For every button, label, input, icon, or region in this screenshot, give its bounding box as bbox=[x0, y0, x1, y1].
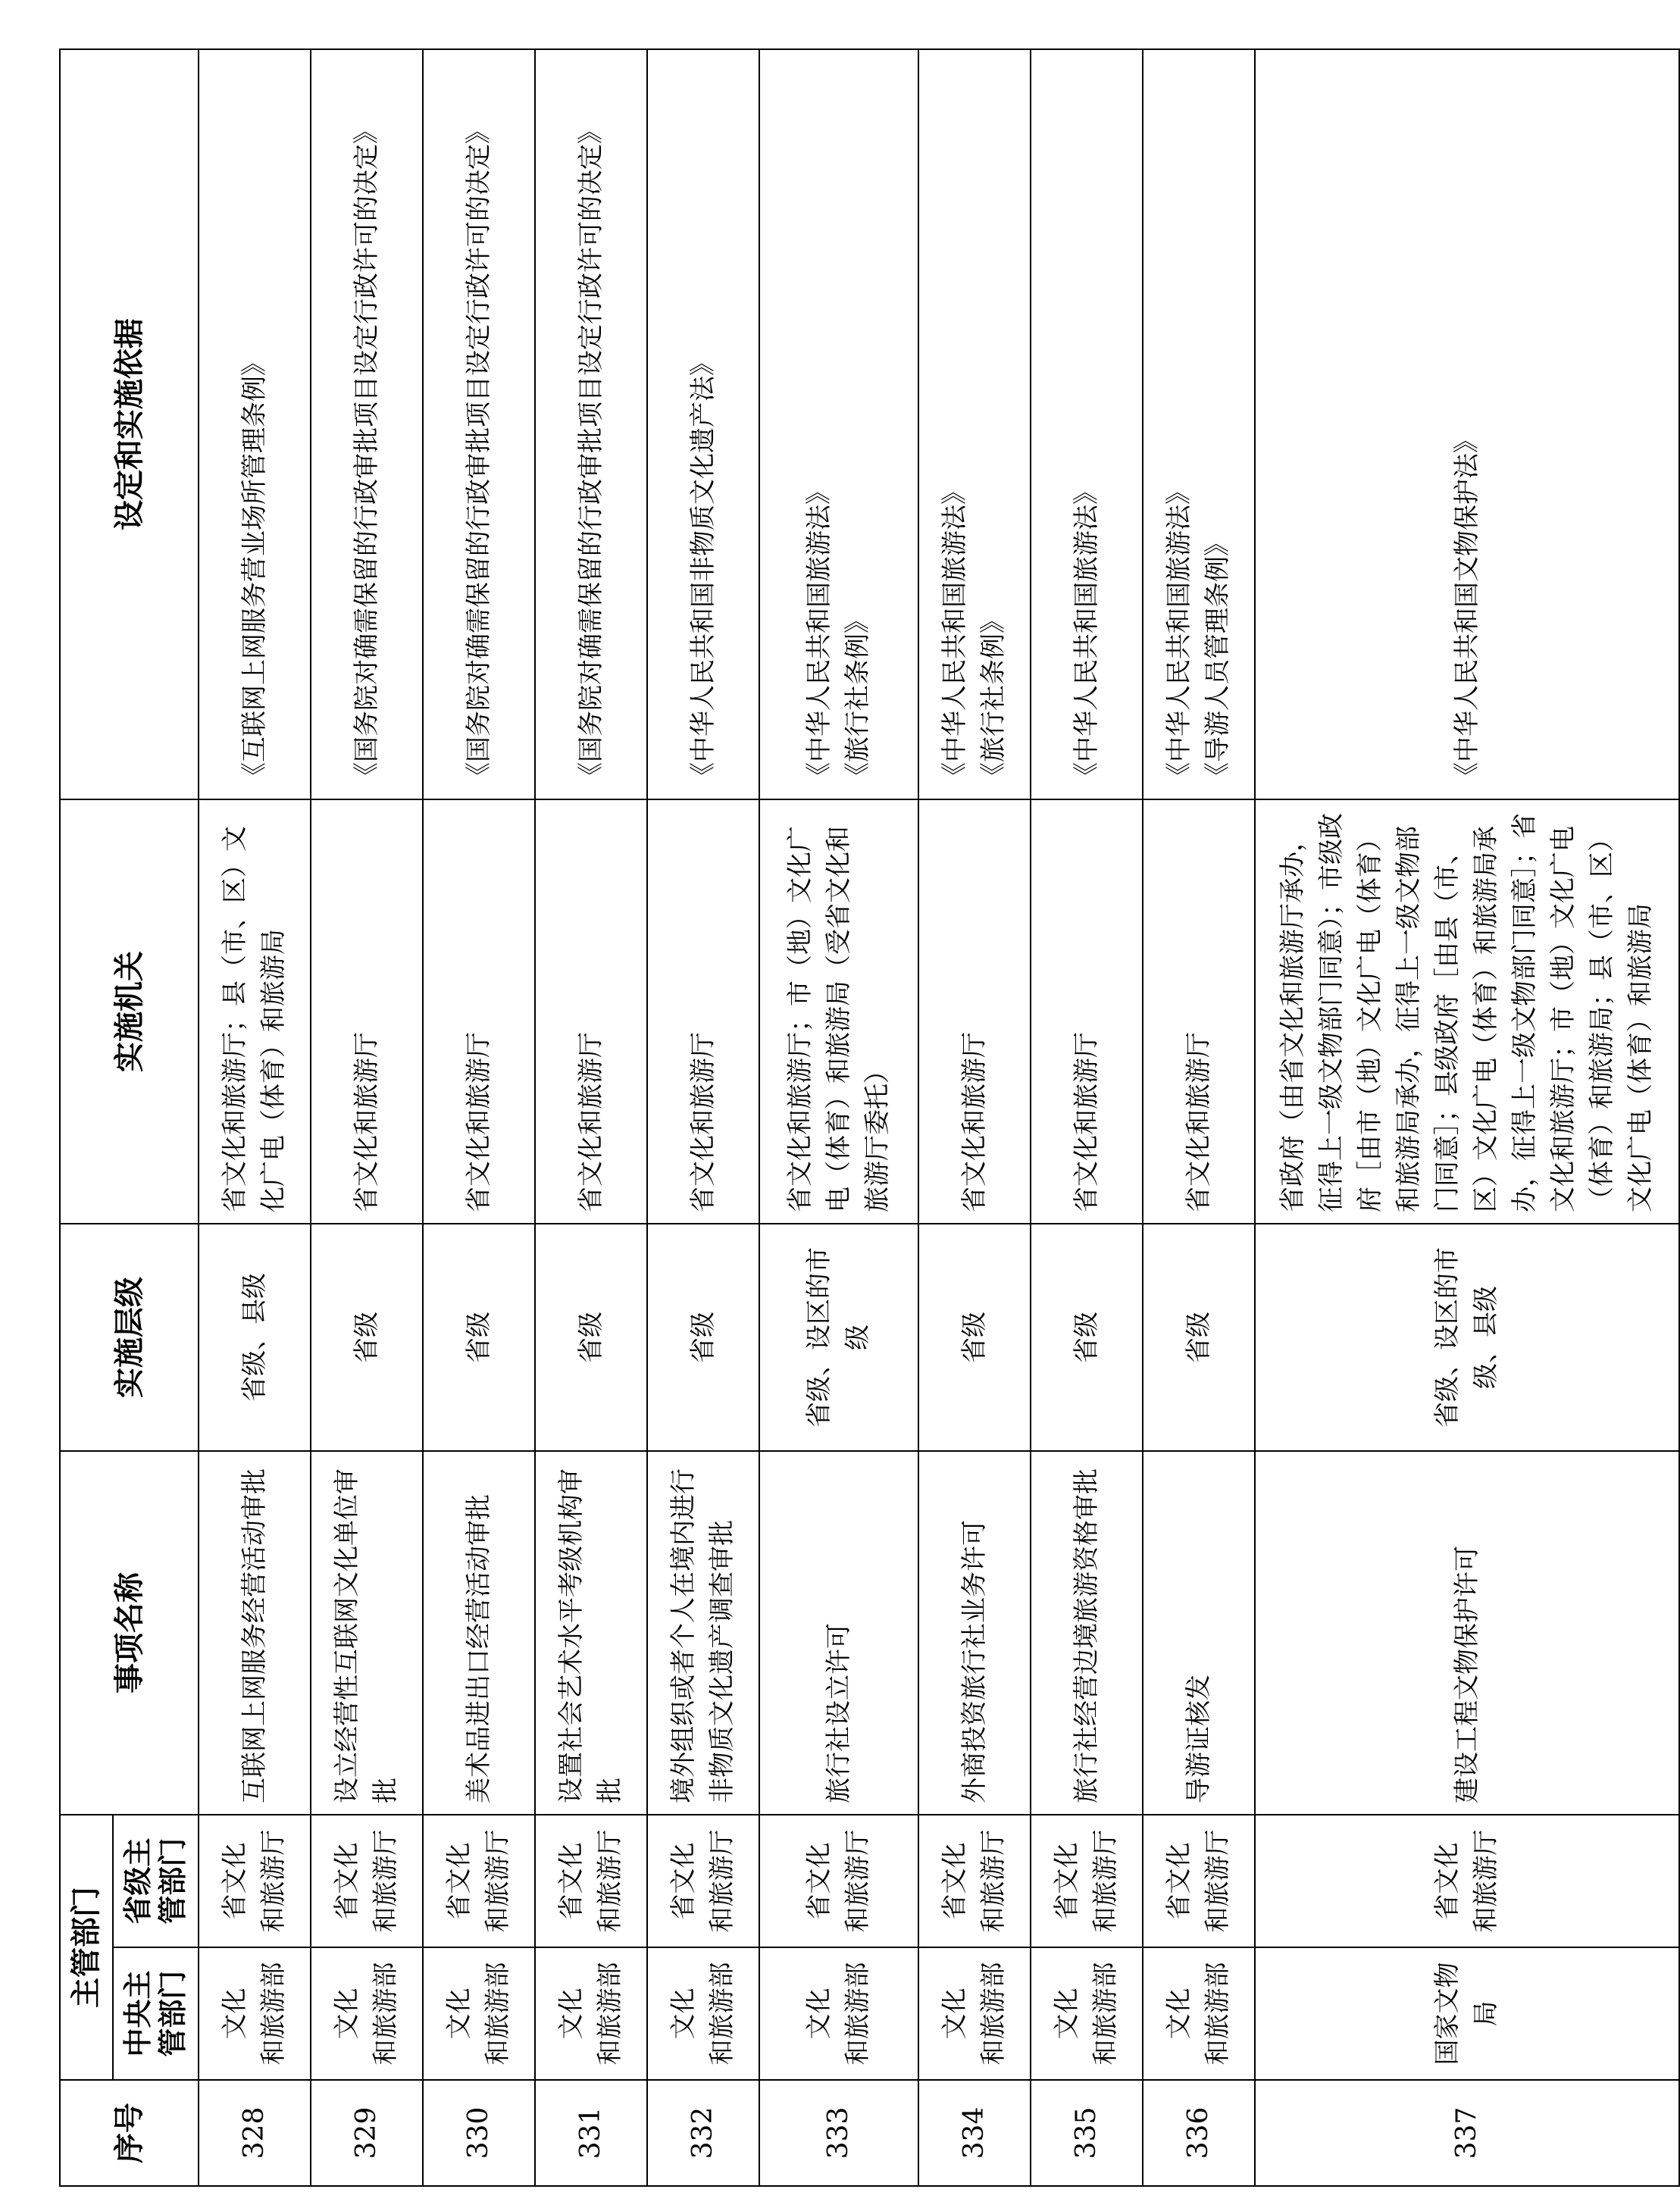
row-item-name: 美术品进出口经营活动审批 bbox=[423, 1451, 535, 1815]
row-authority: 省文化和旅游厅 bbox=[535, 799, 647, 1224]
row-provincial-dept: 省文化 和旅游厅 bbox=[1031, 1815, 1143, 1947]
row-central-dept: 国家文物局 bbox=[1255, 1947, 1679, 2080]
row-provincial-dept: 省文化 和旅游厅 bbox=[199, 1815, 311, 1947]
row-provincial-dept: 省文化 和旅游厅 bbox=[647, 1815, 759, 1947]
row-authority: 省文化和旅游厅 bbox=[1143, 799, 1255, 1224]
table-row bbox=[311, 49, 423, 2186]
row-item-name: 设立经营性互联网文化单位审批 bbox=[311, 1451, 423, 1815]
row-basis: 《国务院对确需保留的行政审批项目设定行政许可的决定》 bbox=[535, 49, 647, 799]
row-seq: 337 bbox=[1255, 2080, 1679, 2186]
row-authority: 省文化和旅游厅 bbox=[1031, 799, 1143, 1224]
row-central-dept: 文化 和旅游部 bbox=[535, 1947, 647, 2080]
row-provincial-dept: 省文化 和旅游厅 bbox=[423, 1815, 535, 1947]
row-item-name: 互联网上网服务经营活动审批 bbox=[199, 1451, 311, 1815]
header-seq: 序号 bbox=[60, 2080, 199, 2186]
row-provincial-dept: 省文化 和旅游厅 bbox=[759, 1815, 918, 1947]
row-level: 省级 bbox=[423, 1224, 535, 1451]
row-seq: 329 bbox=[311, 2080, 423, 2186]
row-level: 省级 bbox=[1143, 1224, 1255, 1451]
header-central: 中央主管部门 bbox=[113, 1947, 199, 2080]
row-provincial-dept: 省文化 和旅游厅 bbox=[311, 1815, 423, 1947]
header-provincial: 省级主管部门 bbox=[113, 1815, 199, 1947]
row-level: 省级 bbox=[1031, 1224, 1143, 1451]
row-authority: 省文化和旅游厅 bbox=[423, 799, 535, 1224]
row-level: 省级 bbox=[918, 1224, 1031, 1451]
row-item-name: 外商投资旅行社业务许可 bbox=[918, 1451, 1031, 1815]
table-row bbox=[535, 49, 647, 2186]
header-name: 事项名称 bbox=[60, 1451, 199, 1815]
header-authority: 实施机关 bbox=[60, 799, 199, 1224]
table-row bbox=[423, 49, 535, 2186]
row-item-name: 设置社会艺术水平考级机构审批 bbox=[535, 1451, 647, 1815]
table-row bbox=[1031, 49, 1143, 2186]
row-basis: 《国务院对确需保留的行政审批项目设定行政许可的决定》 bbox=[311, 49, 423, 799]
row-seq: 336 bbox=[1143, 2080, 1255, 2186]
row-central-dept: 文化 和旅游部 bbox=[311, 1947, 423, 2080]
table-row bbox=[1255, 49, 1679, 2186]
row-level: 省级、设区的市级 bbox=[759, 1224, 918, 1451]
row-authority: 省文化和旅游厅；市（地）文化广电（体育）和旅游局（受省文化和旅游厅委托） bbox=[759, 799, 918, 1224]
row-seq: 334 bbox=[918, 2080, 1031, 2186]
row-level: 省级、设区的市级、县级 bbox=[1255, 1224, 1679, 1451]
row-basis: 《中华人民共和国非物质文化遗产法》 bbox=[647, 49, 759, 799]
row-authority: 省文化和旅游厅 bbox=[647, 799, 759, 1224]
row-item-name: 导游证核发 bbox=[1143, 1451, 1255, 1815]
row-authority: 省政府（由省文化和旅游厅承办，征得上一级文物部门同意）；市级政府［由市（地）文化广电（体育）和旅游局承办，征得上一级文物部门同意］；县级政府［由县（市、区）文化广电（体育）和旅游局承办，征得上一级文物部门同意］；省文化和旅游厅；市（地）文化广电（体育）和旅游局；县（市、区）文化广电（体育）和旅游局 bbox=[1255, 799, 1679, 1224]
row-basis: 《中华人民共和国旅游法》 《旅行社条例》 bbox=[759, 49, 918, 799]
table-row bbox=[918, 49, 1031, 2186]
row-seq: 335 bbox=[1031, 2080, 1143, 2186]
row-basis: 《中华人民共和国旅游法》 《旅行社条例》 bbox=[918, 49, 1031, 799]
header-basis: 设定和实施依据 bbox=[60, 49, 199, 799]
row-provincial-dept: 省文化 和旅游厅 bbox=[535, 1815, 647, 1947]
row-level: 省级 bbox=[535, 1224, 647, 1451]
row-item-name: 旅行社设立许可 bbox=[759, 1451, 918, 1815]
row-seq: 328 bbox=[199, 2080, 311, 2186]
row-seq: 330 bbox=[423, 2080, 535, 2186]
row-central-dept: 文化 和旅游部 bbox=[918, 1947, 1031, 2080]
row-level: 省级、县级 bbox=[199, 1224, 311, 1451]
row-item-name: 境外组织或者个人在境内进行非物质文化遗产调查审批 bbox=[647, 1451, 759, 1815]
row-basis: 《互联网上网服务营业场所管理条例》 bbox=[199, 49, 311, 799]
header-dept-group: 主管部门 bbox=[60, 1815, 113, 2080]
row-central-dept: 文化 和旅游部 bbox=[647, 1947, 759, 2080]
row-authority: 省文化和旅游厅；县（市、区）文化广电（体育）和旅游局 bbox=[199, 799, 311, 1224]
row-provincial-dept: 省文化 和旅游厅 bbox=[918, 1815, 1031, 1947]
row-basis: 《中华人民共和国旅游法》 bbox=[1031, 49, 1143, 799]
row-provincial-dept: 省文化 和旅游厅 bbox=[1143, 1815, 1255, 1947]
permit-table bbox=[59, 48, 1680, 2187]
row-central-dept: 文化 和旅游部 bbox=[199, 1947, 311, 2080]
row-basis: 《国务院对确需保留的行政审批项目设定行政许可的决定》 bbox=[423, 49, 535, 799]
row-authority: 省文化和旅游厅 bbox=[918, 799, 1031, 1224]
table-row bbox=[199, 49, 311, 2186]
row-authority: 省文化和旅游厅 bbox=[311, 799, 423, 1224]
row-seq: 333 bbox=[759, 2080, 918, 2186]
row-seq: 332 bbox=[647, 2080, 759, 2186]
table-row bbox=[647, 49, 759, 2186]
row-central-dept: 文化 和旅游部 bbox=[1031, 1947, 1143, 2080]
row-basis: 《中华人民共和国文物保护法》 bbox=[1255, 49, 1679, 799]
table-row bbox=[1143, 49, 1255, 2186]
row-item-name: 建设工程文物保护许可 bbox=[1255, 1451, 1679, 1815]
row-level: 省级 bbox=[647, 1224, 759, 1451]
row-central-dept: 文化 和旅游部 bbox=[1143, 1947, 1255, 2080]
row-central-dept: 文化 和旅游部 bbox=[759, 1947, 918, 2080]
row-basis: 《中华人民共和国旅游法》 《导游人员管理条例》 bbox=[1143, 49, 1255, 799]
row-central-dept: 文化 和旅游部 bbox=[423, 1947, 535, 2080]
row-provincial-dept: 省文化 和旅游厅 bbox=[1255, 1815, 1679, 1947]
header-level: 实施层级 bbox=[60, 1224, 199, 1451]
row-level: 省级 bbox=[311, 1224, 423, 1451]
table-row bbox=[759, 49, 918, 2186]
row-item-name: 旅行社经营边境旅游资格审批 bbox=[1031, 1451, 1143, 1815]
row-seq: 331 bbox=[535, 2080, 647, 2186]
